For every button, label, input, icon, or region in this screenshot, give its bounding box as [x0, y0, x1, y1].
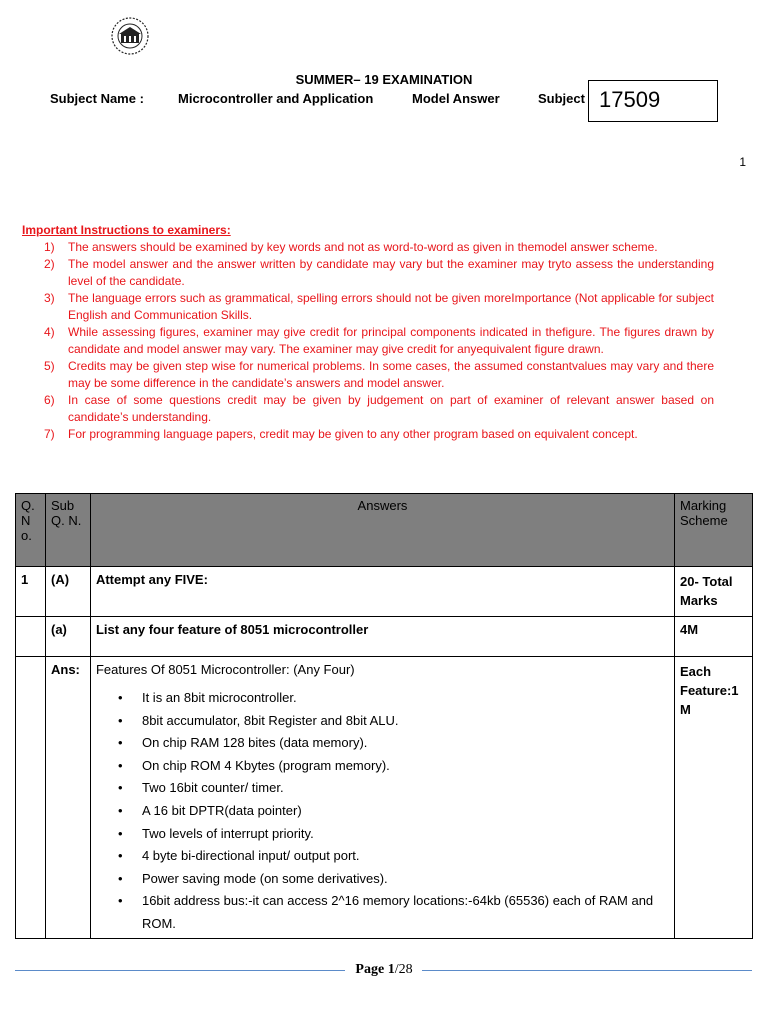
- subject-name-label: Subject Name :: [50, 91, 144, 106]
- instruction-item: 3) The language errors such as grammatical, spelling errors should not be given moreImportance (Not applicable for subject English and Communication Skills.: [44, 291, 714, 322]
- exam-title: SUMMER– 19 EXAMINATION: [295, 72, 473, 87]
- list-item: • 16bit address bus:-it can access 2^16 memory locations:-64kb (65536) each of RAM and ROM.: [117, 893, 654, 931]
- instruction-item: 6) In case of some questions credit may be given by judgement on part of examiner of relevant answer based on candidate’s understanding.: [44, 393, 714, 424]
- header-answers: Answers: [90, 494, 674, 567]
- cell-marks: 20- Total Marks: [675, 567, 753, 617]
- list-item: • It is an 8bit microcontroller.: [117, 690, 297, 705]
- instruction-item: 1) The answers should be examined by key words and not as word-to-word as given in themodel answer scheme.: [44, 240, 658, 254]
- answer-intro: Features Of 8051 Microcontroller: (Any Four): [95, 662, 355, 677]
- table-row: [16, 617, 753, 657]
- instructions-heading: Important Instructions to examiners:: [22, 223, 231, 237]
- subject-code-box: 17509: [588, 80, 718, 122]
- header-sub-q-no: Sub Q. N.: [45, 494, 90, 567]
- list-item: • 4 byte bi-directional input/ output port.: [117, 848, 360, 864]
- page-number: 1: [739, 155, 746, 169]
- cell-answer: List any four feature of 8051 microcontroller: [90, 617, 674, 657]
- model-answer-label: Model Answer: [412, 91, 500, 106]
- table-row: [16, 657, 753, 939]
- answers-table: [15, 493, 753, 939]
- cell-marks: 4M: [675, 617, 753, 657]
- page-footer: [0, 962, 768, 978]
- list-item: • On chip RAM 128 bites (data memory).: [117, 735, 368, 751]
- cell-answer: [90, 657, 674, 939]
- list-item: • Two 16bit counter/ timer.: [117, 780, 284, 796]
- feature-list: [96, 687, 669, 936]
- list-item: • 8bit accumulator, 8bit Register and 8bit ALU.: [117, 712, 399, 728]
- cell-q-no: [16, 657, 46, 939]
- list-item: • On chip ROM 4 Kbytes (program memory).: [117, 757, 390, 773]
- instruction-item: 5) Credits may be given step wise for numerical problems. In some cases, the assumed constantvalues may vary and there may be some difference in the candidate’s answers and model answer.: [44, 359, 714, 390]
- footer-page-total: /28: [394, 962, 413, 977]
- table-row: [16, 567, 753, 617]
- cell-sub: (A): [45, 567, 90, 617]
- cell-q-no: 1: [16, 567, 46, 617]
- cell-sub: (a): [45, 617, 90, 657]
- subject-name-value: Microcontroller and Application: [178, 91, 374, 106]
- instructions-block: [22, 222, 714, 443]
- table-header-row: [16, 494, 753, 567]
- header-marking-scheme: Marking Scheme: [675, 494, 753, 567]
- footer-page-label: Page 1: [355, 962, 395, 977]
- cell-answer: Attempt any FIVE:: [90, 567, 674, 617]
- list-item: • A 16 bit DPTR(data pointer): [117, 802, 302, 818]
- header-q-no: Q. N o.: [16, 494, 46, 567]
- list-item: • Two levels of interrupt priority.: [117, 825, 314, 841]
- instruction-item: 2) The model answer and the answer written by candidate may vary but the examiner may tryto assess the understanding level of the candidate.: [44, 257, 714, 288]
- instructions-list: [22, 239, 714, 443]
- cell-sub: Ans:: [45, 657, 90, 939]
- instruction-item: 4) While assessing figures, examiner may give credit for principal components indicated in thefigure. The figures drawn by candidate and model answer may vary. The examiner may give credit for anyequivalent figure drawn.: [44, 325, 714, 356]
- institution-logo: [108, 16, 152, 56]
- list-item: • Power saving mode (on some derivatives).: [117, 870, 388, 886]
- subject-code-label: Subject: [538, 91, 585, 106]
- cell-marks: Each Feature:1 M: [675, 657, 753, 939]
- cell-q-no: [16, 617, 46, 657]
- instruction-item: 7) For programming language papers, credit may be given to any other program based on equivalent concept.: [44, 427, 638, 441]
